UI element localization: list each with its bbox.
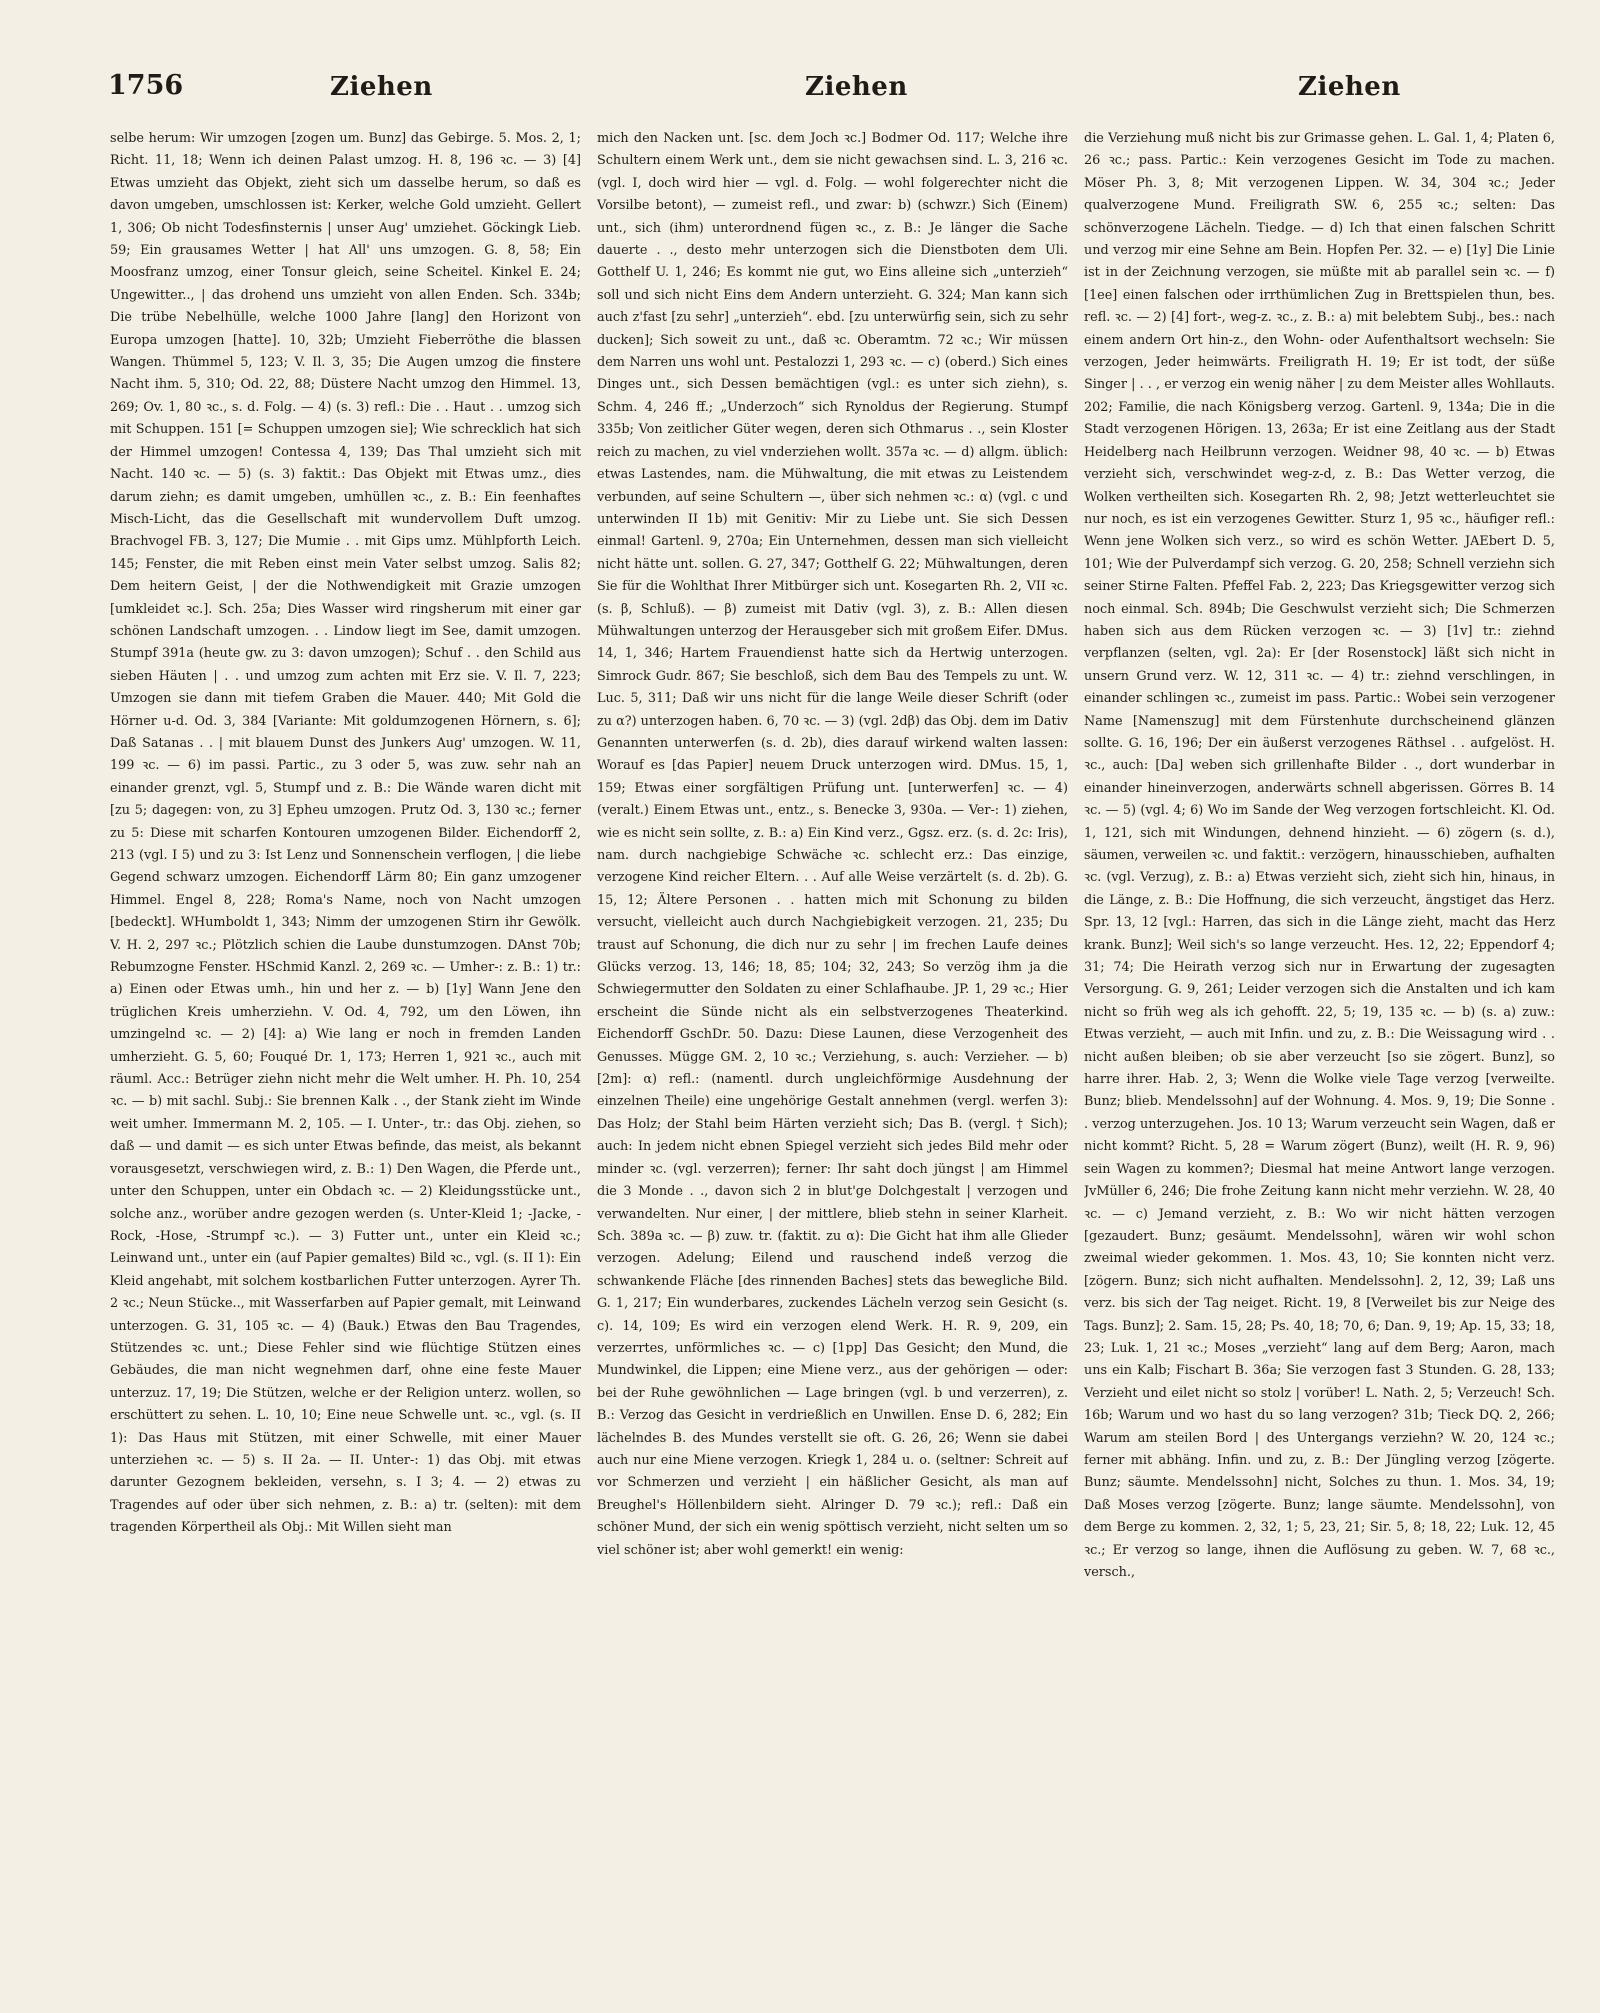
page-number: 1756	[108, 70, 184, 101]
column-right	[1084, 128, 1555, 1988]
column-text: selbe herum: Wir umzogen [zogen um. Bunz] das Gebirge. 5. Mos. 2, 1; Richt. 11, 18; Wenn ich deinen Palast umzog. H. 8, 196 ꝛc. — 3) [4] Etwas umzieht das Objekt, zieht sich um dasselbe herum, so daß es davon umgeben, umschlossen ist: Kerker, welche Gold umzieht. Gellert 1, 306; Ob nicht Todesfinsternis | unser Aug' umziehet. Göckingk Lieb. 59; Ein grausames Wetter | hat All' uns umzogen. G. 8, 58; Ein Moosfranz umzog, einer Tonsur gleich, seine Scheitel. Kinkel E. 24; Ungewitter.., | das drohend uns umzieht von allen Enden. Sch. 334b; Die trübe Nebelhülle, welche 1000 Jahre [lang] den Horizont von Europa umzogen [hatte]. 10, 32b; Umzieht Fieberröthe die blassen Wangen. Thümmel 5, 123; V. Il. 3, 35; Die Augen umzog die finstere Nacht ihm. 5, 310; Od. 22, 88; Düstere Nacht umzog den Himmel. 13, 269; Ov. 1, 80 ꝛc., s. d. Folg. — 4) (s. 3) refl.: Die . . Haut . . umzog sich mit Schuppen. 151 [= Schuppen umzogen sie]; Wie schrecklich hat sich der Himmel umzogen! Contessa 4, 139; Das Thal umzieht sich mit Nacht. 140 ꝛc. — 5) (s. 3) faktit.: Das Objekt mit Etwas umz., dies darum ziehn; es damit umgeben, umhüllen ꝛc., z. B.: Ein feenhaftes Misch-Licht, das die Gesellschaft mit wundervollem Duft umzog. Brachvogel FB. 3, 127; Die Mumie . . mit Gips umz. Mühlpforth Leich. 145; Fenster, die mit Reben einst mein Vater selbst umzog. Salis 82; Dem heitern Geist, | der die Nothwendigkeit mit Grazie umzogen [umkleidet ꝛc.]. Sch. 25a; Dies Wasser wird ringsherum mit einer gar schönen Landschaft umzogen. . . Lindow liegt im See, damit umzogen. Stumpf 391a (heute gw. zu 3: davon umzogen); Schuf . . den Schild aus sieben Häuten | . . und umzog zum achten mit Erz sie. V. Il. 7, 223; Umzogen sie dann mit tiefem Graben die Mauer. 440; Mit Gold die Hörner u-d. Od. 3, 384 [Variante: Mit goldumzogenen Hörnern, s. 6]; Daß Satanas . . | mit blauem Dunst des Junkers Aug' umzogen. W. 11, 199 ꝛc. — 6) im passi. Partic., zu 3 oder 5, was zuw. sehr nah an einander grenzt, vgl. 5, Stumpf und z. B.: Die Wände waren dicht mit [zu 5; dagegen: von, zu 3] Epheu umzogen. Prutz Od. 3, 130 ꝛc.; ferner zu 5: Diese mit scharfen Kontouren umzogenen Bilder. Eichendorff 2, 213 (vgl. I 5) und zu 3: Ist Lenz und Sonnenschein verflogen, | die liebe Gegend schwarz umzogen. Eichendorff Lärm 80; Ein ganz umzogener Himmel. Engel 8, 228; Roma's Name, noch von Nacht umzogen [bedeckt]. WHumboldt 1, 343; Nimm der umzogenen Stirn ihr Gewölk. V. H. 2, 297 ꝛc.; Plötzlich schien die Laube dunstumzogen. DAnst 70b; Rebumzogne Fenster. HSchmid Kanzl. 2, 269 ꝛc. — Umher-: z. B.: 1) tr.: a) Einen oder Etwas umh., hin und her z. — b) [1y] Wann Jene den trüglichen Kreis umherziehn. V. Od. 4, 792, um den Löwen, ihn umzingelnd ꝛc. — 2) [4]: a) Wie lang er noch in fremden Landen umherzieht. G. 5, 60; Fouqué Dr. 1, 173; Herren 1, 921 ꝛc., auch mit räuml. Acc.: Betrüger ziehn nicht mehr die Welt umher. H. Ph. 10, 254 ꝛc. — b) mit sachl. Subj.: Sie brennen Kalk . ., der Stank zieht im Winde weit umher. Immermann M. 2, 105. — I. Unter-, tr.: das Obj. ziehen, so daß — und damit — es sich unter Etwas befinde, das meist, als bekannt vorausgesetzt, verschwiegen wird, z. B.: 1) Den Wagen, die Pferde unt., unter den Schuppen, unter ein Obdach ꝛc. — 2) Kleidungsstücke unt., solche anz., worüber andre gezogen werden (s. Unter-Kleid 1; -Jacke, -Rock, -Hose, -Strumpf ꝛc.). — 3) Futter unt., unter ein Kleid ꝛc.; Leinwand unt., unter ein (auf Papier gemaltes) Bild ꝛc., vgl. (s. II 1): Ein Kleid angehabt, mit solchem kostbarlichen Futter unterzogen. Ayrer Th. 2 ꝛc.; Neun Stücke.., mit Wasserfarben auf Papier gemalt, mit Leinwand unterzogen. G. 31, 105 ꝛc. — 4) (Bauk.) Etwas den Bau Tragendes, Stützendes ꝛc. unt.; Diese Fehler sind wie flüchtige Stützen eines Gebäudes, die man nicht wegnehmen darf, ohne eine feste Mauer unterzuz. 17, 19; Die Stützen, welche er der Religion unterz. wollen, so erschüttert zu sehen. L. 10, 10; Eine neue Schwelle unt. ꝛc., vgl. (s. II 1): Das Haus mit Stützen, mit einer Schwelle, mit einer Mauer unterziehen ꝛc. — 5) s. II 2a. — II. Unter-: 1) das Obj. mit etwas darunter Gezognem bekleiden, versehn, s. I 3; 4. — 2) etwas zu Tragendes auf oder über sich nehmen, z. B.: a) tr. (selten): mit dem tragenden Körpertheil als Obj.: Mit Willen sieht man	[110, 131, 581, 1536]
column-text: die Verziehung muß nicht bis zur Grimasse gehen. L. Gal. 1, 4; Platen 6, 26 ꝛc.; pass. Partic.: Kein verzogenes Gesicht im Tode zu machen. Möser Ph. 3, 8; Mit verzogenen Lippen. W. 34, 304 ꝛc.; Jeder qualverzogene Mund. Freiligrath SW. 6, 255 ꝛc.; selten: Das schönverzogene Lächeln. Tiedge. — d) Ich that einen falschen Schritt und verzog mir eine Sehne am Bein. Hopfen Per. 32. — e) [1y] Die Linie ist in der Zeichnung verzogen, sie müßte mit ab parallel sein ꝛc. — f) [1ee] einen falschen oder irrthümlichen Zug in Brettspielen thun, bes. refl. ꝛc. — 2) [4] fort-, weg-z. ꝛc., z. B.: a) mit belebtem Subj., bes.: nach einem andern Ort hin-z., den Wohn- oder Aufenthaltsort wechseln: Sie verzogen, Jeder heimwärts. Freiligrath H. 19; Er ist todt, der süße Singer | . . , er verzog ein wenig näher | zu dem Meister alles Wohllauts. 202; Familie, die nach Königsberg verzog. Gartenl. 9, 134a; Die in die Stadt verzogenen Hörigen. 13, 263a; Er ist eine Zeitlang aus der Stadt Heidelberg nach Heilbrunn verzogen. Weidner 98, 40 ꝛc. — b) Etwas verzieht sich, verschwindet weg-z-d, z. B.: Das Wetter verzog, die Wolken vertheilten sich. Kosegarten Rh. 2, 98; Jetzt wetterleuchtet sie nur noch, es ist ein verzogenes Gewitter. Sturz 1, 95 ꝛc., häufiger refl.: Wenn jene Wolken sich verz., so wird es schön Wetter. JAEbert D. 5, 101; Wie der Pulverdampf sich verzog. G. 20, 258; Schnell verziehn sich seiner Stirne Falten. Pfeffel Fab. 2, 223; Das Kriegsgewitter verzog sich noch einmal. Sch. 894b; Die Geschwulst verzieht sich; Die Schmerzen haben sich aus dem Rücken verzogen ꝛc. — 3) [1v] tr.: ziehnd verpflanzen (selten, vgl. 2a): Er [der Rosenstock] läßt sich nicht in unsern Grund verz. W. 12, 311 ꝛc. — 4) tr.: ziehnd verschlingen, in einander schlingen ꝛc., zumeist im pass. Partic.: Wobei sein verzogener Name [Namenszug] mit dem Fürstenhute durchscheinend glänzen sollte. G. 16, 196; Der ein äußerst verzogenes Räthsel . . aufgelöst. H. ꝛc., auch: [Da] weben sich grillenhafte Bilder . ., dort wunderbar in einander hineinverzogen, anderwärts schnell abgerissen. Görres B. 14 ꝛc. — 5) (vgl. 4; 6) Wo im Sande der Weg verzogen fortschleicht. Kl. Od. 1, 121, sich mit Windungen, dehnend hinzieht. — 6) zögern (s. d.), säumen, verweilen ꝛc. und faktit.: verzögern, hinausschieben, aufhalten ꝛc. (vgl. Verzug), z. B.: a) Etwas verzieht sich, zieht sich hin, hinaus, in die Länge, z. B.: Die Hoffnung, die sich verzeucht, ängstiget das Herz. Spr. 13, 12 [vgl.: Harren, das sich in die Länge zieht, macht das Herz krank. Bunz]; Weil sich's so lange verzeucht. Hes. 12, 22; Eppendorf 4; 31; 74; Die Heirath verzog sich nur in Erwartung der zugesagten Versorgung. G. 9, 261; Leider verzogen sich die Anstalten und ich kam nicht so früh weg als ich gehofft. 22, 5; 19, 135 ꝛc. — b) (s. a) zuw.: Etwas verzieht, — auch mit Infin. und zu, z. B.: Die Weissagung wird . . nicht außen bleiben; ob sie aber verzeucht [so sie zögert. Bunz], so harre ihrer. Hab. 2, 3; Wenn die Wolke viele Tage verzog [verweilte. Bunz; blieb. Mendelssohn] auf der Wohnung. 4. Mos. 9, 19; Die Sonne . . verzog unterzugehen. Jos. 10 13; Warum verzeucht sein Wagen, daß er nicht kommt? Richt. 5, 28 = Warum zögert (Bunz), weilt (H. R. 9, 96) sein Wagen zu kommen?; Diesmal hat meine Antwort lange verzogen. JvMüller 6, 246; Die frohe Zeitung kann nicht mehr verziehn. W. 28, 40 ꝛc. — c) Jemand verzieht, z. B.: Wo wir nicht hätten verzogen [gezaudert. Bunz; gesäumt. Mendelssohn], wären wir wohl schon zweimal wieder gekommen. 1. Mos. 43, 10; Sie konnten nicht verz. [zögern. Bunz; sich nicht aufhalten. Mendelssohn]. 2, 12, 39; Laß uns verz. bis sich der Tag neiget. Richt. 19, 8 [Verweilet bis zur Neige des Tags. Bunz]; 2. Sam. 15, 28; Ps. 40, 18; 70, 6; Dan. 9, 19; Ap. 15, 33; 18, 23; Luk. 1, 21 ꝛc.; Moses „verzieht“ lang auf dem Berg; Aaron, mach uns ein Kalb; Fischart B. 36a; Sie verzogen fast 3 Stunden. G. 28, 133; Verzieht und eilet nicht so stolz | vorüber! L. Nath. 2, 5; Verzeuch! Sch. 16b; Warum und wo hast du so lang verzogen? 31b; Tieck DQ. 2, 266; Warum am steilen Bord | des Untergangs verziehn? W. 20, 124 ꝛc.; ferner mit abhäng. Infin. und zu, z. B.: Der Jüngling verzog [zögerte. Bunz; säumte. Mendelssohn] nicht, Solches zu thun. 1. Mos. 34, 19; Daß Moses verzog [zögerte. Bunz; lange säumte. Mendelssohn], von dem Berge zu kommen. 2, 32, 1; 5, 23, 21; Sir. 5, 8; 18, 22; Luk. 12, 45 ꝛc.; Er verzog so lange, ihnen die Auflösung zu geben. W. 7, 68 ꝛc., versch.,	[1084, 131, 1555, 1580]
running-headword-left: Ziehen	[330, 72, 433, 102]
running-headword-right: Ziehen	[1298, 72, 1401, 102]
column-text: mich den Nacken unt. [sc. dem Joch ꝛc.] Bodmer Od. 117; Welche ihre Schultern einem Werk unt., dem sie nicht gewachsen sind. L. 3, 216 ꝛc. (vgl. I, doch wird hier — vgl. d. Folg. — wohl folgerechter nicht die Vorsilbe betont), — zumeist refl., und zwar: b) (schwzr.) Sich (Einem) unt., sich (ihm) unterordnend fügen ꝛc., z. B.: Je länger die Sache dauerte . ., desto mehr unterzogen sich die Dienstboten dem Uli. Gotthelf U. 1, 246; Es kommt nie gut, wo Eins alleine sich „unterzieh“ soll und sich nicht Eins dem Andern unterzieht. G. 324; Man kann sich auch z'fast [zu sehr] „unterzieh“. ebd. [zu unterwürfig sein, sich zu sehr ducken]; Sich soweit zu unt., daß ꝛc. Oberamtm. 72 ꝛc.; Wir müssen dem Narren uns wohl unt. Pestalozzi 1, 293 ꝛc. — c) (oberd.) Sich eines Dinges unt., sich Dessen bemächtigen (vgl.: es unter sich ziehn), s. Schm. 4, 246 ff.; „Underzoch“ sich Rynoldus der Regierung. Stumpf 335b; Von zeitlicher Güter wegen, deren sich Othmarus . ., sein Kloster reich zu machen, zu viel vnderziehen wollt. 357a ꝛc. — d) allgm. üblich: etwas Lastendes, nam. die Mühwaltung, die mit etwas zu Leistendem verbunden, auf seine Schultern —, über sich nehmen ꝛc.: α) (vgl. c und unterwinden II 1b) mit Genitiv: Mir zu Liebe unt. Sie sich Dessen einmal! Gartenl. 9, 270a; Ein Unternehmen, dessen man sich vielleicht nicht hätte unt. sollen. G. 27, 347; Gotthelf G. 22; Mühwaltungen, deren Sie für die Wohlthat Ihrer Mitbürger sich unt. Kosegarten Rh. 2, VII ꝛc. (s. β, Schluß). — β) zumeist mit Dativ (vgl. 3), z. B.: Allen diesen Mühwaltungen unterzog der Herausgeber sich mit großem Eifer. DMus. 14, 1, 346; Hartem Frauendienst hatte sich da Hertwig unterzogen. Simrock Gudr. 867; Sie beschloß, sich dem Bau des Tempels zu unt. W. Luc. 5, 311; Daß wir uns nicht für die lange Weile dieser Schrift (oder zu α?) unterzogen haben. 6, 70 ꝛc. — 3) (vgl. 2dβ) das Obj. dem im Dativ Genannten unterwerfen (s. d. 2b), dies darauf wirkend walten lassen: Worauf es [das Papier] neuem Druck unterzogen wird. DMus. 15, 1, 159; Etwas einer sorgfältigen Prüfung unt. [unterwerfen] ꝛc. — 4) (veralt.) Einem Etwas unt., entz., s. Benecke 3, 930a. — Ver-: 1) ziehen, wie es nicht sein sollte, z. B.: a) Ein Kind verz., Ggsz. erz. (s. d. 2c: Iris), nam. durch nachgiebige Schwäche ꝛc. schlecht erz.: Das einzige, verzogene Kind reicher Eltern. . . Auf alle Weise verzärtelt (s. d. 2b). G. 15, 12; Ältere Personen . . hatten mich mit Schonung zu bilden versucht, vielleicht auch durch Nachgiebigkeit verzogen. 21, 235; Du traust auf Schonung, die dich nur zu sehr | im frechen Laufe deines Glücks verzog. 13, 146; 18, 85; 104; 32, 243; So verzög ihm ja die Schwiegermutter den Soldaten zu einer Schlafhaube. JP. 1, 29 ꝛc.; Hier erscheint die Sünde nicht als ein selbstverzogenes Theaterkind. Eichendorff GschDr. 50. Dazu: Diese Launen, diese Verzogenheit des Genusses. Mügge GM. 2, 10 ꝛc.; Verziehung, s. auch: Verzieher. — b) [2m]: α) refl.: (namentl. durch ungleichförmige Ausdehnung der einzelnen Theile) eine ungehörige Gestalt annehmen (vergl. werfen 3): Das Holz; der Stahl beim Härten verzieht sich; Das B. (vergl. † Sich); auch: In jedem nicht ebnen Spiegel verzieht sich jedes Bild mehr oder minder ꝛc. (vgl. verzerren); ferner: Ihr saht doch jüngst | am Himmel die 3 Monde . ., davon sich 2 in blut'ge Dolchgestalt | verzogen und verwandelten. Nur einer, | der mittlere, blieb stehn in seiner Klarheit. Sch. 389a ꝛc. — β) zuw. tr. (faktit. zu α): Die Gicht hat ihm alle Glieder verzogen. Adelung; Eilend und rauschend indeß verzog die schwankende Fläche [des rinnenden Baches] stets das bewegliche Bild. G. 1, 217; Ein wunderbares, zuckendes Lächeln verzog sein Gesicht (s. c). 14, 109; Es wird ein verzogen elend Werk. H. R. 9, 209, ein verzerrtes, unförmliches ꝛc. — c) [1pp] Das Gesicht; den Mund, die Mundwinkel, die Lippen; eine Miene verz., aus der gehörigen — oder: bei der Ruhe gewöhnlichen — Lage bringen (vgl. b und verzerren), z. B.: Verzog das Gesicht in verdrießlich en Unwillen. Ense D. 6, 282; Ein lächelndes B. des Mundes verstellt sie oft. G. 26, 26; Wenn sie dabei auch nur eine Miene verzogen. Kriegk 1, 284 u. o. (seltner: Schreit auf vor Schmerzen und verzieht | ein häßlicher Gesicht, als man auf Breughel's Höllenbildern sieht. Alringer D. 79 ꝛc.); refl.: Daß ein schöner Mund, der sich ein wenig spöttisch verzieht, nicht selten um so viel schöner ist; aber wohl gemerkt! ein wenig:	[597, 131, 1068, 1558]
column-middle	[597, 128, 1068, 1988]
column-left	[110, 128, 581, 1988]
running-headword-center: Ziehen	[805, 72, 908, 102]
page-header	[108, 70, 1550, 118]
text-columns	[110, 128, 1555, 1988]
